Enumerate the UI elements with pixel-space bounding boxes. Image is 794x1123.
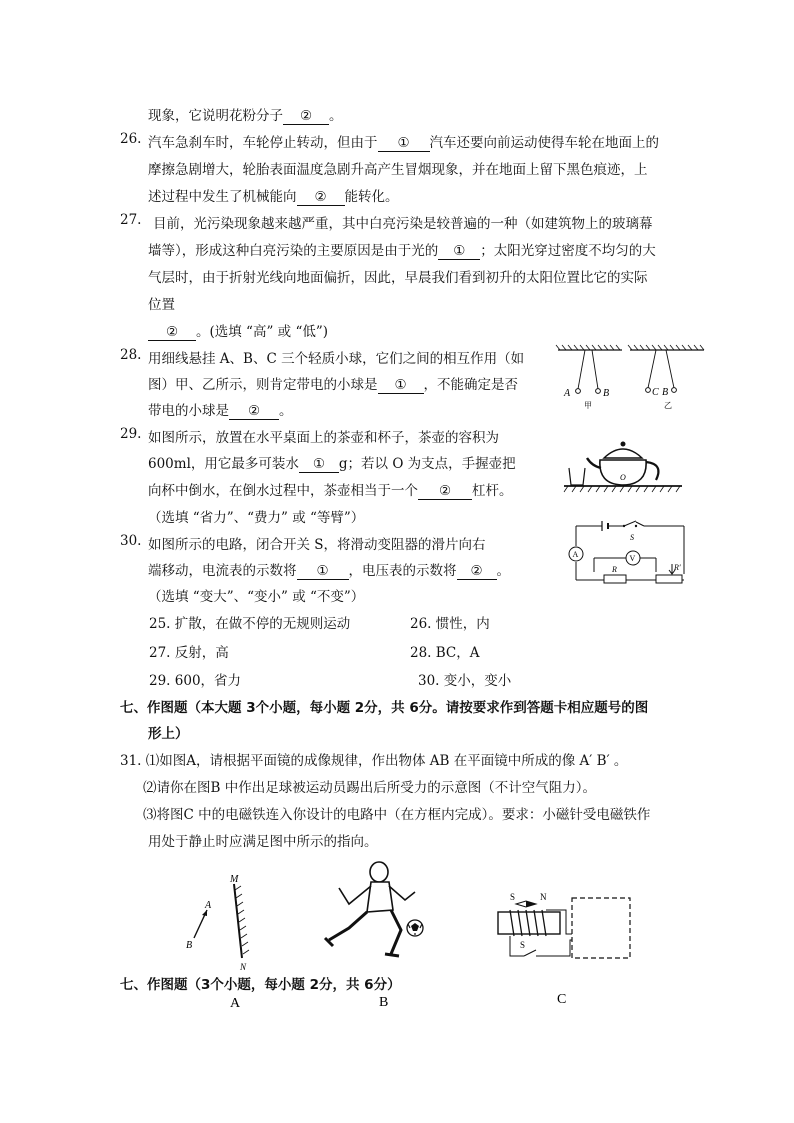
teapot-spout bbox=[587, 458, 601, 468]
q29-number: 29. bbox=[120, 426, 142, 442]
q30-number: 30. bbox=[120, 533, 142, 549]
q27-line4: 位置 bbox=[148, 297, 175, 313]
q29-line3: 向杯中倒水，在倒水过程中，茶壶相当于一个 ② 杠杆。 bbox=[148, 483, 513, 499]
teapot-figure bbox=[560, 428, 690, 494]
section7-title-line1: 七、作图题（本大题 3个小题，每小题 2分，共 6分。请按要求作到答题卡相应题号的图 bbox=[120, 700, 649, 716]
label-yi: 乙 bbox=[664, 401, 672, 410]
q26-line3: 述过程中发生了机械能向 ② 能转化。 bbox=[148, 189, 399, 205]
q28-line3: 带电的小球是 ② 。 bbox=[148, 403, 293, 419]
label-rp: R′ bbox=[674, 563, 681, 572]
compass-label-n: N bbox=[540, 892, 547, 902]
answer-30: 30. 变小，变小 bbox=[418, 673, 512, 689]
label-r: R bbox=[612, 565, 617, 574]
figure-b-caption: B bbox=[379, 995, 389, 1008]
resistor-r bbox=[604, 575, 626, 583]
q29-line2: 600ml，用它最多可装水 ① g；若以 O 为支点，手握壶把 bbox=[148, 456, 516, 472]
q30-blank2[interactable]: ② bbox=[457, 563, 497, 580]
switch bbox=[524, 950, 536, 956]
q28-line2: 图）甲、乙所示，则肯定带电的小球是 ① ，不能确定是否 bbox=[148, 377, 518, 393]
label-jia: 甲 bbox=[584, 401, 592, 410]
lid-knob bbox=[621, 442, 626, 447]
label-b2: B bbox=[662, 387, 669, 398]
battery bbox=[602, 521, 608, 531]
label-c: C bbox=[652, 387, 659, 398]
object-label-b: B bbox=[186, 940, 193, 951]
label-b: B bbox=[603, 388, 610, 399]
label-a: A bbox=[564, 388, 571, 399]
q30-line2: 端移动，电流表的示数将 ① ，电压表的示数将 ② 。 bbox=[148, 563, 510, 579]
q25-line1: 现象，它说明花粉分子 ② 。 bbox=[148, 108, 343, 124]
q30-blank1[interactable]: ① bbox=[297, 563, 349, 580]
q27-line3: 气层时，由于折射光线向地面偏折，因此，早晨我们看到初升的太阳位置比它的实际 bbox=[148, 270, 648, 286]
q31-line1: 31. ⑴如图A，请根据平面镜的成像规律，作出物体 AB 在平面镜中所成的像 A′ B′ 。 bbox=[120, 753, 628, 769]
q28-line1: 用细线悬挂 A、B、C 三个轻质小球，它们之间的相互作用（如 bbox=[148, 351, 525, 367]
rheostat bbox=[656, 575, 682, 583]
cup bbox=[569, 468, 585, 485]
player bbox=[325, 862, 415, 956]
ceiling-right bbox=[628, 345, 704, 350]
label-voltmeter: V bbox=[629, 554, 636, 563]
answer-26: 26. 惯性，内 bbox=[410, 616, 490, 632]
ball-c bbox=[646, 388, 651, 393]
ceiling-left bbox=[556, 345, 622, 350]
label-s: S bbox=[630, 533, 634, 542]
ball-b2 bbox=[672, 388, 677, 393]
q30-line1: 如图所示的电路，闭合开关 S，将滑动变阻器的滑片向右 bbox=[148, 537, 486, 553]
object-label-a: A bbox=[205, 900, 212, 911]
q29-blank2[interactable]: ② bbox=[418, 483, 472, 500]
q27-blank2[interactable]: ② bbox=[148, 324, 196, 341]
ball-b bbox=[596, 389, 601, 394]
section7-title-line2: 形上） bbox=[148, 726, 189, 742]
answer-25: 25. 扩散，在做不停的无规则运动 bbox=[149, 616, 351, 632]
answer-27: 27. 反射，高 bbox=[149, 645, 229, 661]
q28-number: 28. bbox=[120, 347, 142, 363]
compass-label-s: S bbox=[510, 892, 516, 902]
q26-blank2[interactable]: ② bbox=[297, 189, 345, 206]
circuit-figure bbox=[564, 518, 694, 586]
dashed-box bbox=[572, 898, 630, 958]
q27-number: 27. bbox=[120, 212, 142, 228]
compass-needle-n bbox=[526, 901, 536, 907]
q25-blank2[interactable]: ② bbox=[283, 108, 329, 125]
q27-line5: ② 。(选填 “高” 或 “低”) bbox=[148, 320, 328, 341]
q31-line3: ⑶将图C 中的电磁铁连入你设计的电路中（在方框内完成）。要求：小磁针受电磁铁作 bbox=[143, 807, 651, 823]
ball-a bbox=[576, 389, 581, 394]
q29-blank1[interactable]: ① bbox=[299, 456, 339, 473]
switch-label-s: S bbox=[520, 940, 526, 950]
q30-line3: （选填 “变大”、“变小” 或 “不变”） bbox=[148, 589, 365, 605]
q26-number: 26. bbox=[120, 131, 142, 147]
answer-28: 28. BC，A bbox=[410, 645, 480, 661]
thread-a bbox=[578, 350, 585, 389]
q31-line4: 用处于静止时应满足图中所示的指向。 bbox=[148, 834, 378, 850]
hanging-balls-figure bbox=[552, 344, 712, 410]
switch-s bbox=[623, 521, 637, 542]
q26-line1: 汽车急刹车时，车轮停止转动，但由于 ① 汽车还要向前运动使得车轮在地面上的 bbox=[148, 135, 659, 151]
q27-line2: 墙等），形成这种白亮污染的主要原因是由于光的 ① ；太阳光穿过密度不均匀的大 bbox=[148, 243, 656, 259]
thread-b bbox=[592, 350, 598, 389]
q28-blank2[interactable]: ② bbox=[229, 403, 279, 420]
mirror-label-m: M bbox=[230, 874, 239, 885]
mirror-label-n: N bbox=[240, 962, 247, 972]
figure-a-caption: A bbox=[230, 996, 241, 1010]
pivot-o: O bbox=[620, 473, 626, 482]
q31-line2: ⑵请你在图B 中作出足球被运动员踢出后所受力的示意图（不计空气阻力）。 bbox=[143, 780, 596, 796]
thread-c bbox=[648, 350, 656, 388]
q26-blank1[interactable]: ① bbox=[378, 135, 430, 152]
section7-repeat-title: 七、作图题（3个小题，每小题 2分，共 6分） bbox=[120, 977, 401, 993]
q28-blank1[interactable]: ① bbox=[378, 377, 424, 394]
q29-line4: （选填 “省力”、“费力” 或 “等臂”） bbox=[148, 510, 365, 526]
label-ammeter: A bbox=[572, 550, 579, 559]
lead-bottom bbox=[536, 940, 572, 956]
figure-c-electromagnet bbox=[480, 890, 650, 1010]
answer-29: 29. 600，省力 bbox=[149, 673, 242, 689]
teapot-lid bbox=[604, 449, 642, 458]
q26-line2: 摩擦急剧增大，轮胎表面温度急剧升高产生冒烟现象，并在地面上留下黑色痕迹，上 bbox=[148, 162, 648, 178]
q29-line1: 如图所示，放置在水平桌面上的茶壶和杯子，茶壶的容积为 bbox=[148, 430, 499, 446]
football bbox=[407, 920, 423, 936]
figure-c-caption: C bbox=[557, 992, 567, 1007]
thread-b2 bbox=[666, 350, 674, 388]
q27-blank1[interactable]: ① bbox=[438, 243, 480, 260]
q27-line1: 目前，光污染现象越来越严重，其中白亮污染是较普遍的一种（如建筑物上的玻璃幕 bbox=[153, 216, 653, 232]
teapot-handle bbox=[646, 462, 658, 480]
